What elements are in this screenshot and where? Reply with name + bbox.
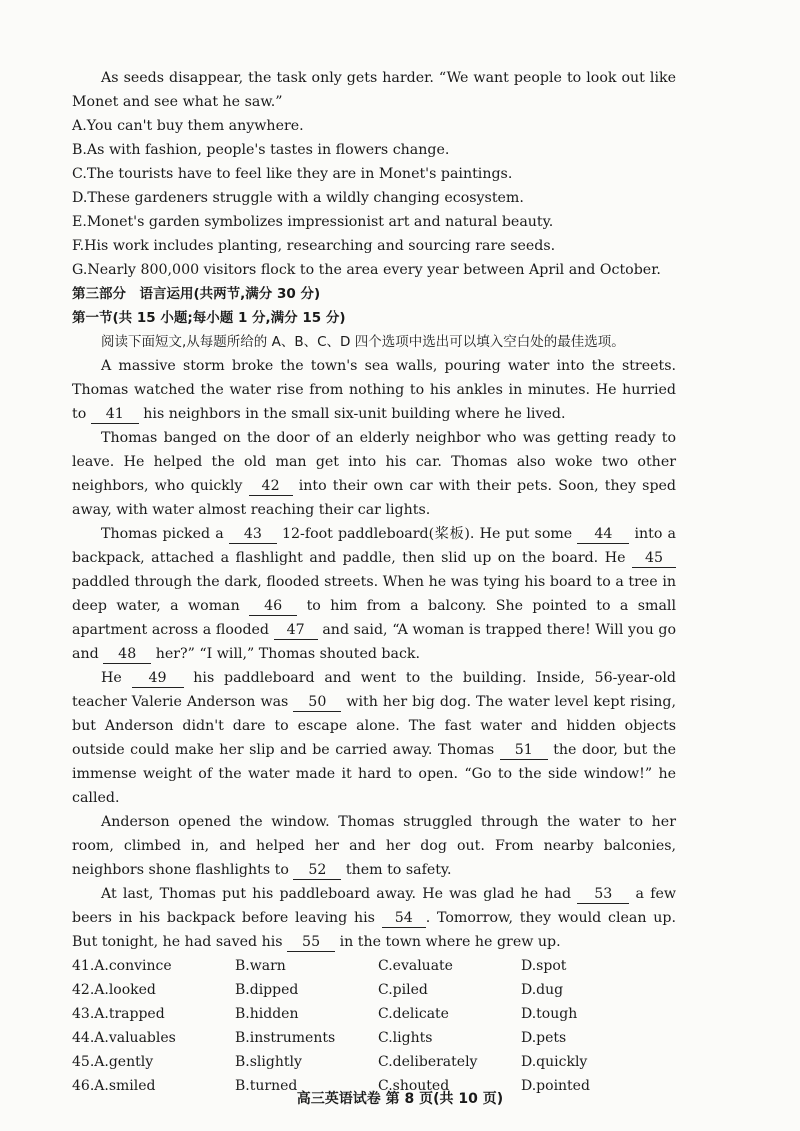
cloze-text: her?” “I will,” Thomas shouted back. [155,646,421,662]
choice-option: D.quickly [521,1054,588,1070]
blank-52: 52 [293,862,341,880]
reading-option-a: A.You can't buy them anywhere. [72,118,304,134]
blank-44: 44 [577,526,629,544]
reading-option-b: B.As with fashion, people's tastes in flowers change. [72,142,450,158]
blank-51: 51 [500,742,548,760]
cloze-paragraph-4 [72,666,676,810]
cloze-text: At last, Thomas put his paddleboard away. He was glad he had [101,886,572,902]
blank-54: 54 [382,910,426,928]
cloze-text: Thomas banged on the door of an elderly neighbor who was getting ready to leave. He helped the old man get into his car. Thomas also woke two other neighbors, who quickly [72,430,676,494]
choice-row-43 [72,1002,590,1026]
choice-option: B.warn [235,958,286,974]
choice-row-44 [72,1026,590,1050]
reading-option-d: D.These gardeners struggle with a wildly changing ecosystem. [72,190,524,206]
part3-title: 第三部分 语言运用(共两节,满分 30 分) [72,286,321,302]
blank-45: 45 [632,550,676,568]
reading-option-e: E.Monet's garden symbolizes impressionist art and natural beauty. [72,214,554,230]
cloze-text: to him from a balcony. She pointed to a small apartment across a flooded [72,598,676,638]
blank-42: 42 [249,478,293,496]
choice-option: 42.A.looked [72,982,156,998]
cloze-text: the door, but the immense weight of the water made it hard to open. “Go to the side window!” he called. [72,742,676,806]
blank-47: 47 [274,622,318,640]
reading-options [72,114,676,282]
blank-46: 46 [249,598,297,616]
choice-option: B.dipped [235,982,299,998]
choice-option: D.pets [521,1030,567,1046]
choice-row-45 [72,1050,590,1074]
blank-53: 53 [577,886,629,904]
cloze-text: his paddleboard and went to the building. Inside, 56-year-old teacher Valerie Anderson was [72,670,676,710]
choice-option: C.lights [378,1030,433,1046]
reading-tail-paragraph: As seeds disappear, the task only gets harder. “We want people to look out like Monet and see what he saw.” [72,70,676,110]
reading-option-f: F.His work includes planting, researching and sourcing rare seeds. [72,238,556,254]
cloze-paragraph-6 [72,882,676,954]
cloze-text: a few beers in his backpack before leaving his [72,886,676,926]
cloze-instruction: 阅读下面短文,从每题所给的 A、B、C、D 四个选项中选出可以填入空白处的最佳选项。 [101,334,625,350]
page-content [72,66,676,1098]
cloze-text: Anderson opened the window. Thomas struggled through the water to her room, climbed in, and helped her and her dog out. From nearby balconies, neighbors shone flashlights to [72,814,676,878]
choice-option: 41.A.convince [72,958,172,974]
choice-option: 45.A.gently [72,1054,154,1070]
blank-41: 41 [91,406,139,424]
cloze-paragraph-5 [72,810,676,882]
reading-option-g: G.Nearly 800,000 visitors flock to the area every year between April and October. [72,262,661,278]
page-footer: 高三英语试卷 第 8 页(共 10 页) [296,1091,504,1107]
reading-option-c: C.The tourists have to feel like they are in Monet's paintings. [72,166,513,182]
choice-row-42 [72,978,590,1002]
cloze-text: 12-foot paddleboard(桨板). He put some [282,526,573,542]
choice-option: C.deliberately [378,1054,478,1070]
cloze-text: Thomas picked a [101,526,224,542]
blank-55: 55 [287,934,335,952]
cloze-text: them to safety. [345,862,452,878]
choice-option: B.turned [235,1078,298,1094]
cloze-text: in the town where he grew up. [339,934,561,950]
cloze-paragraph-3 [72,522,676,666]
choice-option: D.dug [521,982,564,998]
cloze-paragraph-1 [72,354,676,426]
cloze-text: into a backpack, attached a flashlight and paddle, then slid up on the board. He [72,526,677,566]
cloze-text: his neighbors in the small six-unit building where he lived. [143,406,566,422]
choice-option: C.evaluate [378,958,453,974]
blank-48: 48 [103,646,151,664]
blank-43: 43 [229,526,277,544]
cloze-text: paddled through the dark, flooded streets. When he was tying his board to a tree in deep water, a woman [72,574,676,614]
choice-option: 46.A.smiled [72,1078,156,1094]
choice-option: B.hidden [235,1006,299,1022]
cloze-text: and said, “A woman is trapped there! Will you go and [72,622,676,662]
choice-row-41 [72,954,590,978]
choice-option: 43.A.trapped [72,1006,165,1022]
choice-option: B.slightly [235,1054,302,1070]
cloze-text: . Tomorrow, they would clean up. But tonight, he had saved his [72,910,676,950]
choice-option: C.delicate [378,1006,449,1022]
blank-49: 49 [132,670,184,688]
choice-option: D.spot [521,958,567,974]
choice-option: D.pointed [521,1078,590,1094]
cloze-text: A massive storm broke the town's sea walls, pouring water into the streets. Thomas watched the water rise from nothing to his ankles in minutes. He hurried to [72,358,676,422]
cloze-paragraph-2 [72,426,676,522]
cloze-text: He [101,670,122,686]
choice-option: D.tough [521,1006,578,1022]
choice-option: C.shouted [378,1078,450,1094]
blank-50: 50 [293,694,341,712]
choice-option: B.instruments [235,1030,336,1046]
choice-option: C.piled [378,982,428,998]
section1-title: 第一节(共 15 小题;每小题 1 分,满分 15 分) [72,310,346,326]
cloze-text: into their own car with their pets. Soon, they sped away, with water almost reaching their car lights. [72,478,676,518]
choices-table [72,954,590,1098]
choice-option: 44.A.valuables [72,1030,176,1046]
cloze-text: with her big dog. The water level kept rising, but Anderson didn't dare to escape alone. The fast water and hidden objects outside could make her slip and be carried away. Thomas [72,694,676,758]
